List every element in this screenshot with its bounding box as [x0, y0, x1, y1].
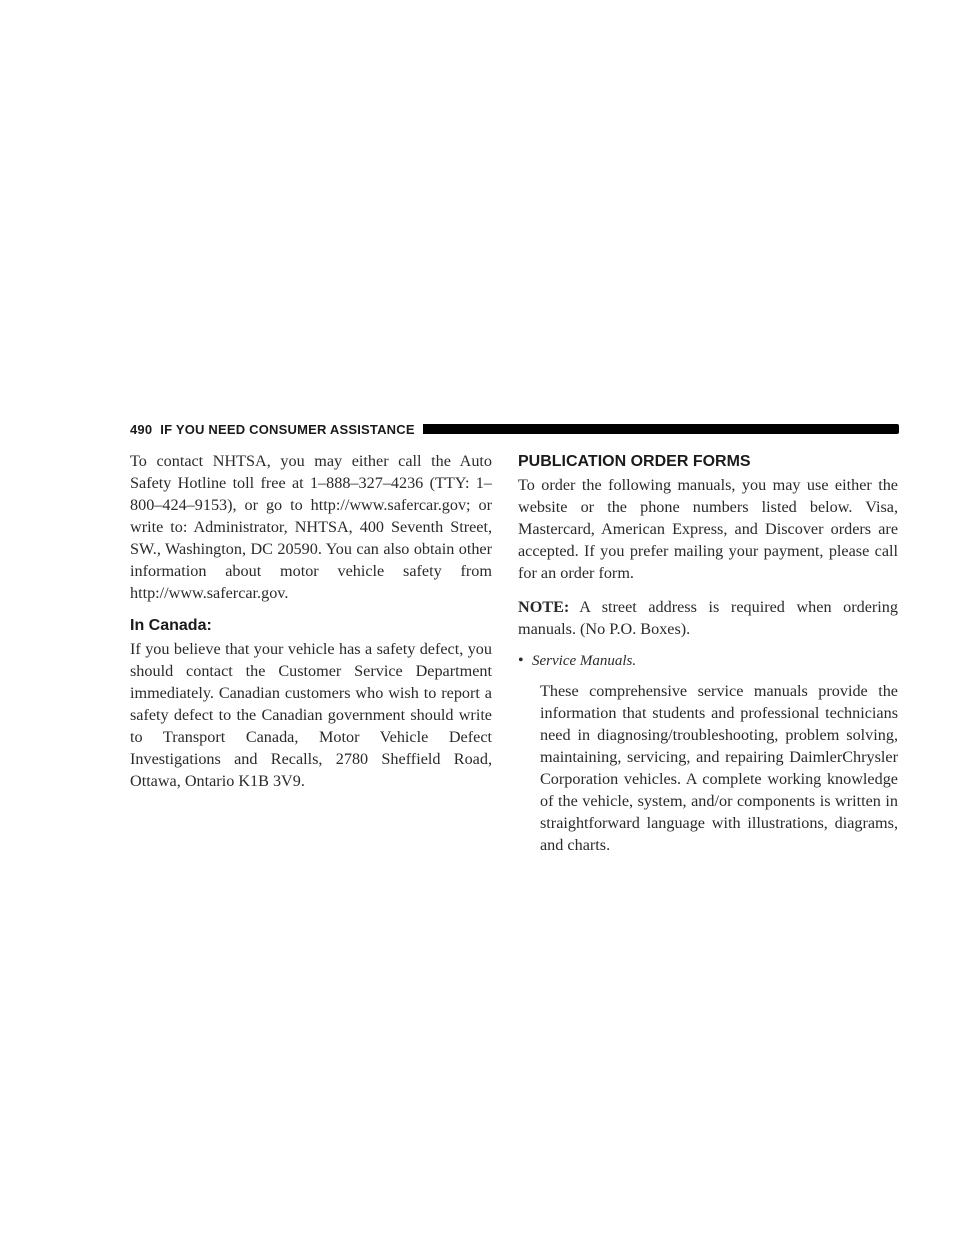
- service-manuals-paragraph: These comprehensive service manuals provide the information that students and professional technicians need in diagnosing/troubleshooting, problem solving, maintaining, servicing, and repairing DaimlerChrysler Corporation vehicles. A complete working knowledge of the vehicle, system, and/or components is written in straightforward language with illustrations, diagrams, and charts.: [540, 682, 898, 854]
- canada-heading: In Canada:: [130, 617, 212, 634]
- header-rule: [423, 424, 899, 434]
- nhtsa-contact-paragraph: To contact NHTSA, you may either call the Auto Safety Hotline toll free at 1–888–327–4236 (TTY: 1–800–424–9153), or go to http://www.safercar.gov; or write to: Administrator, NHTSA, 400 Seventh Street, SW., Washington, DC 20590. You can also obtain other information about motor vehicle safety from http://www.safercar.gov.: [130, 452, 492, 602]
- page-header: [130, 420, 899, 438]
- note-paragraph: [518, 596, 898, 640]
- order-intro-paragraph: To order the following manuals, you may use either the website or the phone numbers listed below. Visa, Mastercard, American Express, and Discover orders are accepted. If you prefer mailing your payment, please call for an order form.: [518, 476, 898, 582]
- publication-order-heading: PUBLICATION ORDER FORMS: [518, 453, 751, 470]
- bullet-icon: •: [518, 652, 524, 669]
- note-text: A street address is required when ordering manuals. (No P.O. Boxes).: [518, 598, 898, 638]
- left-column: [130, 450, 492, 792]
- canada-paragraph: If you believe that your vehicle has a safety defect, you should contact the Customer Service Department immediately. Canadian customers who wish to report a safety defect to the Canadian government should write to Transport Canada, Motor Vehicle Defect Investigations and Recalls, 2780 Sheffield Road, Ottawa, Ontario K1B 3V9.: [130, 640, 492, 790]
- right-column: [518, 450, 898, 856]
- bullet-service-manuals: [518, 650, 898, 672]
- section-title: IF YOU NEED CONSUMER ASSISTANCE: [160, 421, 415, 437]
- page-number: 490: [130, 421, 153, 437]
- bullet-label: Service Manuals.: [532, 653, 637, 669]
- note-label: NOTE:: [518, 598, 570, 616]
